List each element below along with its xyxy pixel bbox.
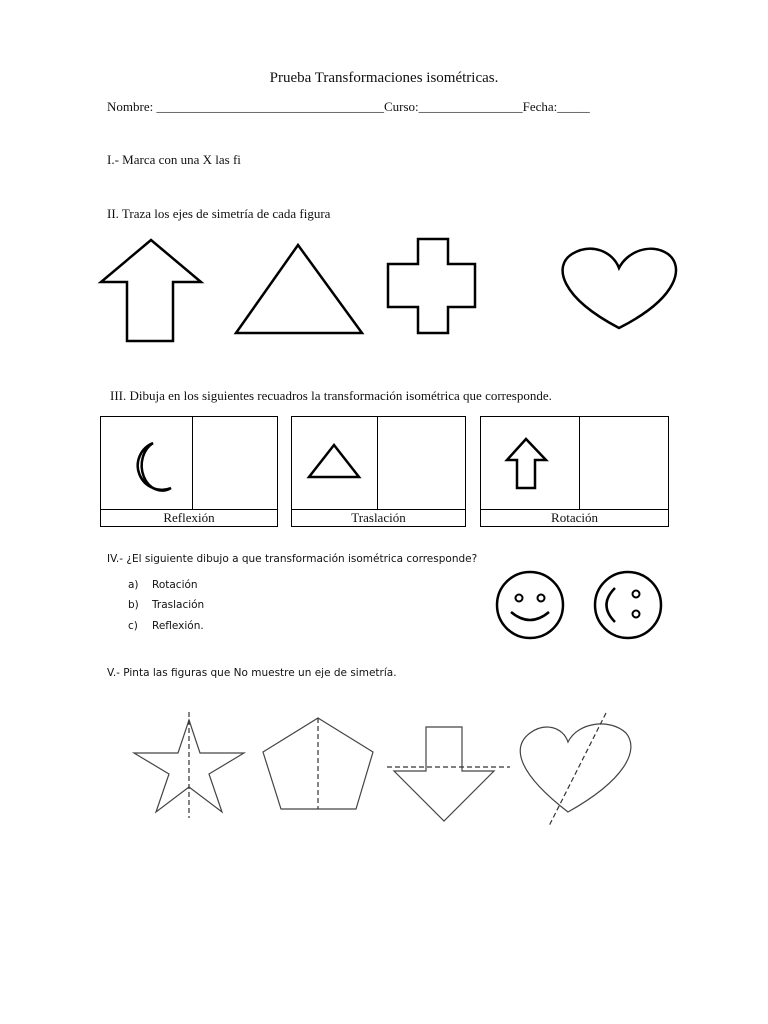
question-3: III. Dibuja en los siguientes recuadros la transformación isométrica que corresponde. (110, 388, 552, 403)
name-course-date-line: Nombre: ___________________________________Curso:________________Fecha:_____ (107, 99, 590, 114)
option-c-label: Reflexión. (152, 620, 204, 632)
question-5: V.- Pinta las figuras que No muestre un eje de simetría. (107, 667, 397, 679)
page-title: Prueba Transformaciones isométricas. (269, 70, 499, 86)
option-a-label: Rotación (152, 579, 198, 591)
question-2: II. Traza los ejes de simetría de cada figura (107, 206, 331, 221)
option-c-letter: c) (128, 620, 138, 632)
question-1: I.- Marca con una X las fi (107, 152, 241, 167)
option-b-label: Traslación (152, 599, 205, 611)
reflection-label: Reflexión (101, 509, 277, 526)
option-b-letter: b) (128, 599, 139, 611)
translation-label: Traslación (292, 509, 465, 526)
rotation-label: Rotación (481, 509, 668, 526)
question-4: IV.- ¿El siguiente dibujo a que transformación isométrica corresponde? (107, 553, 478, 565)
option-a-letter: a) (128, 579, 139, 591)
